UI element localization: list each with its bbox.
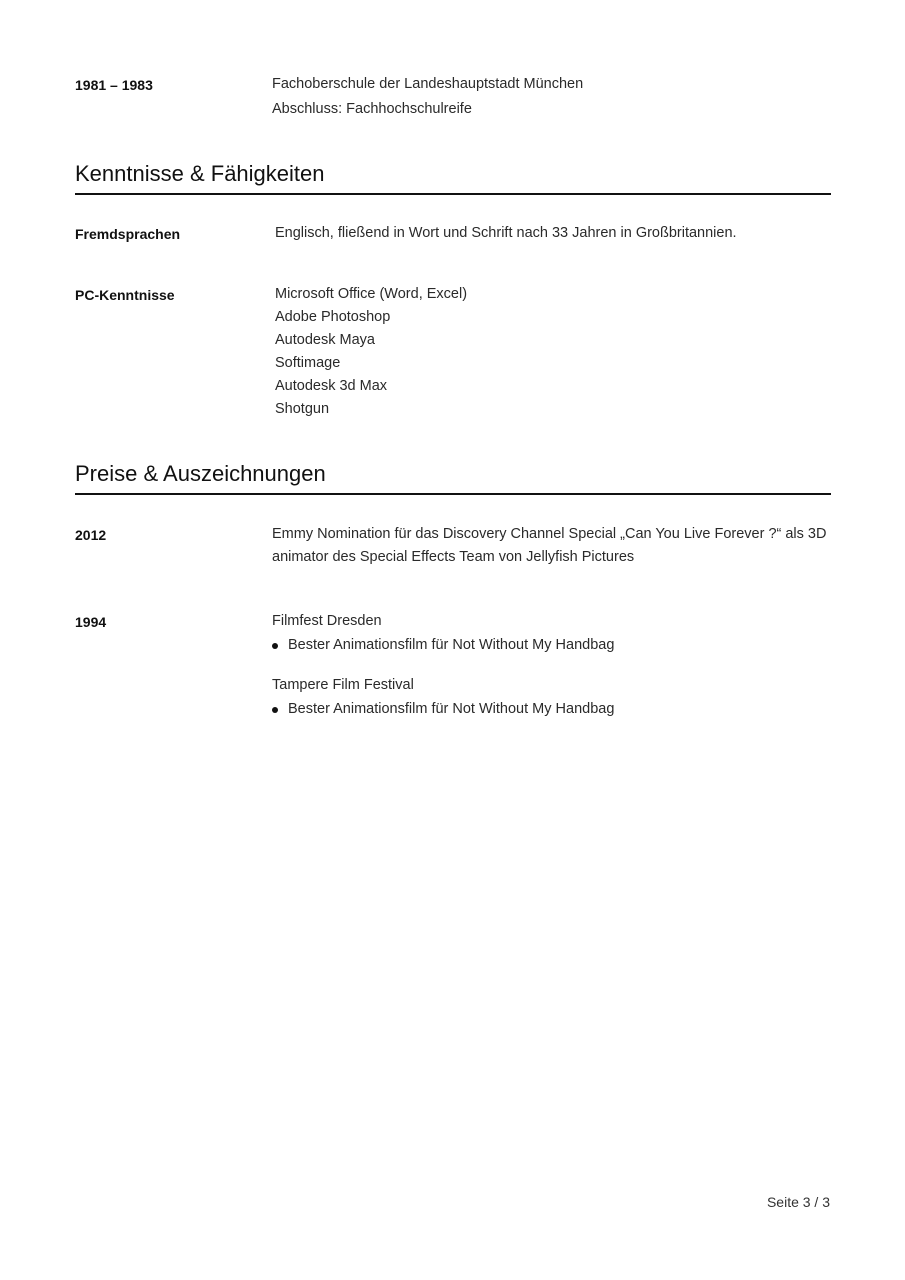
page-number: Seite 3 / 3: [766, 1194, 830, 1210]
award-text: Bester Animationsfilm für Not Without My Handbag: [288, 701, 615, 717]
award-text: Bester Animationsfilm für Not Without My Handbag: [288, 637, 615, 653]
festival-name: Filmfest Dresden: [272, 613, 382, 629]
award-2012-line1: Emmy Nomination für das Discovery Channel Special „Can You Live Forever ?“ als 3D: [272, 526, 827, 542]
education-school: Fachoberschule der Landeshauptstadt München: [272, 76, 584, 92]
award-bullet-item: [272, 698, 614, 721]
award-2012-line2: animator des Special Effects Team von Jellyfish Pictures: [272, 549, 635, 565]
skills-heading: Kenntnisse & Fähigkeiten: [75, 161, 325, 186]
languages-label: Fremdsprachen: [75, 226, 181, 242]
education-period: 1981 – 1983: [75, 77, 153, 93]
awards-heading: Preise & Auszeichnungen: [75, 461, 326, 486]
award-year-2012: 2012: [75, 527, 107, 543]
languages-value: Englisch, fließend in Wort und Schrift nach 33 Jahren in Großbritannien.: [275, 225, 737, 241]
pc-skill-item: Microsoft Office (Word, Excel): [275, 286, 468, 302]
award-year-1994: 1994: [75, 614, 107, 630]
awards-heading-rule: [75, 493, 831, 495]
pc-skills-list: [275, 283, 467, 421]
education-degree: Abschluss: Fachhochschulreife: [272, 101, 472, 117]
pc-skill-item: Autodesk Maya: [275, 332, 375, 348]
bullet-icon: [272, 707, 278, 713]
award-bullet-item: [272, 634, 614, 657]
pc-skill-item: Adobe Photoshop: [275, 309, 391, 325]
skills-heading-rule: [75, 193, 831, 195]
pc-skill-item: Softimage: [275, 355, 341, 371]
bullet-icon: [272, 643, 278, 649]
pc-skill-item: Shotgun: [275, 401, 330, 417]
festival-name: Tampere Film Festival: [272, 677, 414, 693]
pc-skill-item: Autodesk 3d Max: [275, 378, 388, 394]
pc-skills-label: PC-Kenntnisse: [75, 287, 175, 303]
